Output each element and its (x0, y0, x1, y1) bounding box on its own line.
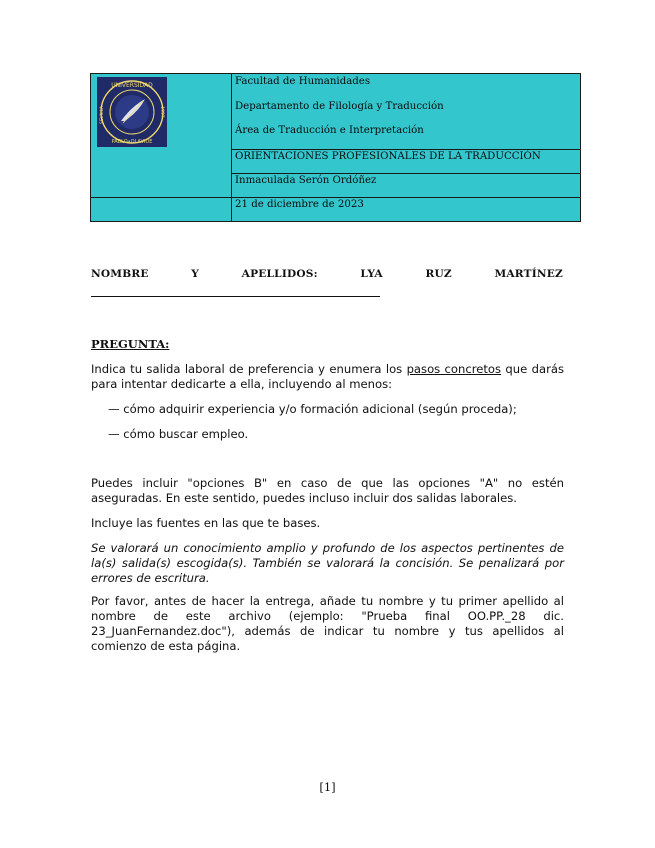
question-heading: PREGUNTA: (91, 337, 170, 351)
course-title: ORIENTACIONES PROFESIONALES DE LA TRADUCCIÓN (232, 149, 581, 173)
logo-spacer-cell (91, 197, 232, 221)
logo-cell (91, 74, 232, 198)
evaluation-paragraph: Se valorará un conocimiento amplio y profundo de los aspectos pertinentes de la(s) salida(s) escogida(s). También se valorará la concisión. Se penalizará por errores de escritura. (91, 541, 564, 585)
teacher-name: Inmaculada Serón Ordóñez (232, 173, 581, 197)
instructions-intro: Indica tu salida laboral de preferencia y enumera los pasos concretos que darás para intentar dedicarte a ella, incluyendo al menos: (91, 362, 564, 391)
student-name-row (91, 268, 563, 280)
seal-right-text: 1997 (159, 106, 164, 118)
exam-date: 21 de diciembre de 2023 (232, 197, 581, 221)
name-word: RUZ (425, 268, 452, 280)
name-word: NOMBRE (91, 268, 149, 280)
header-table (90, 73, 581, 222)
bullet-item: — cómo adquirir experiencia y/o formación adicional (según proceda); (108, 402, 517, 416)
seal-left-text: SEVILLA (100, 105, 105, 125)
name-word: LYA (360, 268, 383, 280)
submission-paragraph: Por favor, antes de hacer la entrega, añade tu nombre y tu primer apellido al nombre de este archivo (ejemplo: "Prueba final OO.PP._28 dic. 23_JuanFernandez.doc"), además de indicar tu nombre y tus apellidos al comienzo de esta página. (91, 594, 564, 653)
department-name: Departamento de Filología y Traducción (235, 100, 444, 112)
name-underline (91, 296, 380, 297)
sources-paragraph: Incluye las fuentes en las que te bases. (91, 516, 321, 530)
pasos-concretos-underlined: pasos concretos (406, 362, 502, 376)
name-word: APELLIDOS: (241, 268, 318, 280)
seal-bottom-text: PABLO•OLAVIDE (111, 139, 153, 145)
seal-top-text: UNIVERSIDAD (111, 82, 153, 89)
name-word: Y (191, 268, 200, 280)
option-b-paragraph: Puedes incluir "opciones B" en caso de que las opciones "A" no estén aseguradas. En este sentido, puedes incluso incluir dos salidas laborales. (91, 476, 564, 505)
page-number: [1] (319, 780, 336, 794)
faculty-name: Facultad de Humanidades (235, 76, 371, 87)
name-word: MARTÍNEZ (494, 268, 563, 280)
department-info-cell (232, 74, 581, 150)
area-name: Área de Traducción e Interpretación (235, 125, 424, 136)
university-seal-icon (97, 77, 167, 147)
bullet-item: — cómo buscar empleo. (108, 427, 249, 441)
